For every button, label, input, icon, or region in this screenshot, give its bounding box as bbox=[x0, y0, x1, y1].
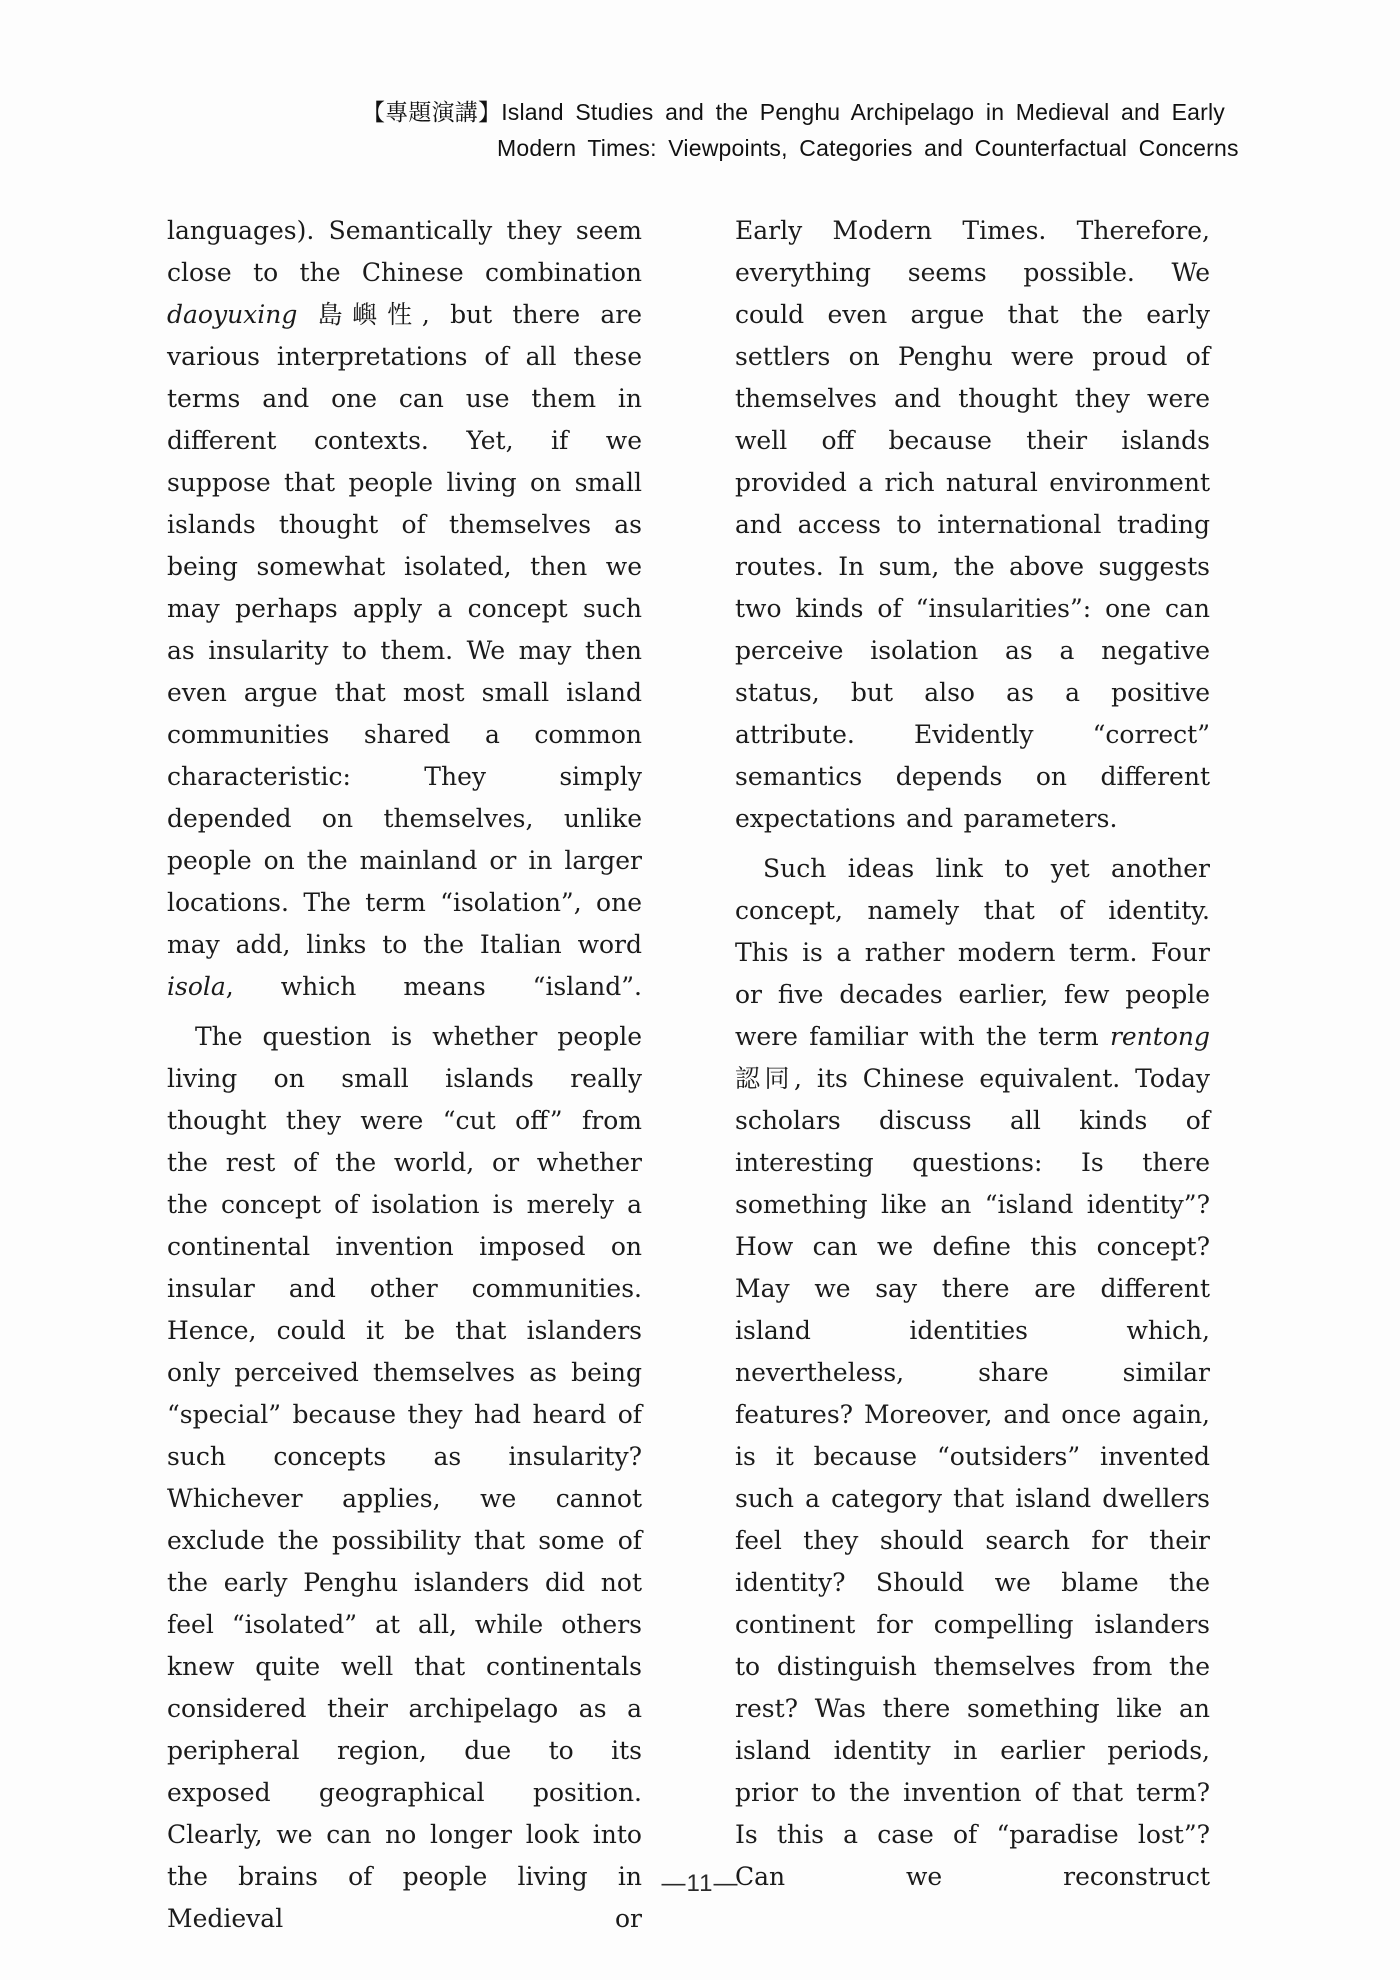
page-header bbox=[362, 94, 1282, 166]
header-title-text-1: Island Studies and the Penghu Archipelago in Medieval and Early bbox=[501, 99, 1225, 125]
text-run: Early Modern Times. Therefore, everything seems possible. We could even argue that the early settlers on Penghu were proud of themselves and thought they were well off because their islands provided a rich natural environment and access to international trading routes. In sum, the above suggests two kinds of “insularities”: one can perceive isolation as a negative status, but also as a positive attribute. Evidently “correct” semantics depends on different expectations and parameters. bbox=[735, 216, 1210, 833]
text-run: Such ideas link to yet another concept, namely that of identity. This is a rather modern term. Four or five decades earlier, few people were familiar with the term bbox=[735, 854, 1210, 1051]
paragraph bbox=[735, 210, 1210, 840]
italic-term: isola bbox=[167, 972, 226, 1001]
header-title-line2: Modern Times: Viewpoints, Categories and Counterfactual Concerns bbox=[497, 135, 1239, 161]
text-run: The question is whether people living on small islands really thought they were “cut off” from the rest of the world, or whether the concept of isolation is merely a continental invention imposed on insular and other communities. Hence, could it be that islanders only perceived themselves as being “special” because they had heard of such concepts as insularity? Whichever applies, we cannot exclude the possibility that some of the early Penghu islanders did not feel “isolated” at all, while others knew quite well that continentals considered their archipelago as a peripheral region, due to its exposed geographical position. Clearly, we can no longer look into the brains of people living in Medieval or bbox=[167, 1022, 642, 1933]
left-column bbox=[167, 210, 642, 1940]
page-footer bbox=[0, 1870, 1400, 1898]
paragraph bbox=[167, 1016, 642, 1940]
right-column bbox=[735, 210, 1210, 1940]
paragraph bbox=[735, 848, 1210, 1898]
two-column-body bbox=[167, 210, 1210, 1940]
italic-term: daoyuxing bbox=[167, 300, 298, 329]
text-run: 認同, its Chinese equivalent. Today scholars discuss all kinds of interesting questions: Is there something like an “island identity”? How can we define this concept? May we say there are different island identities which, nevertheless, share similar features? Moreover, and once again, is it because “outsiders” invented such a category that island dwellers feel they should search for their identity? Should we blame the continent for compelling islanders to distinguish themselves from the rest? Was there something like an island identity in earlier periods, prior to the invention of that term? Is this a case of “paradise lost”? Can we reconstruct bbox=[735, 1064, 1210, 1891]
text-run: 島嶼性, but there are various interpretations of all these terms and one can use them in different contexts. Yet, if we suppose that people living on small islands thought of themselves as being somewhat isolated, then we may perhaps apply a concept such as insularity to them. We may then even argue that most small island communities shared a common characteristic: They simply depended on themselves, unlike people on the mainland or in larger locations. The term “isolation”, one may add, links to the Italian word bbox=[167, 300, 642, 959]
page-number: —11— bbox=[661, 1870, 739, 1897]
text-run: languages). Semantically they seem close to the Chinese combination bbox=[167, 216, 642, 287]
paragraph bbox=[167, 210, 642, 1008]
header-title-line1 bbox=[362, 94, 1282, 130]
text-run: , which means “island”. bbox=[225, 972, 642, 1001]
italic-term: rentong bbox=[1109, 1022, 1210, 1051]
header-session-tag: 【專題演講】 bbox=[362, 99, 502, 125]
